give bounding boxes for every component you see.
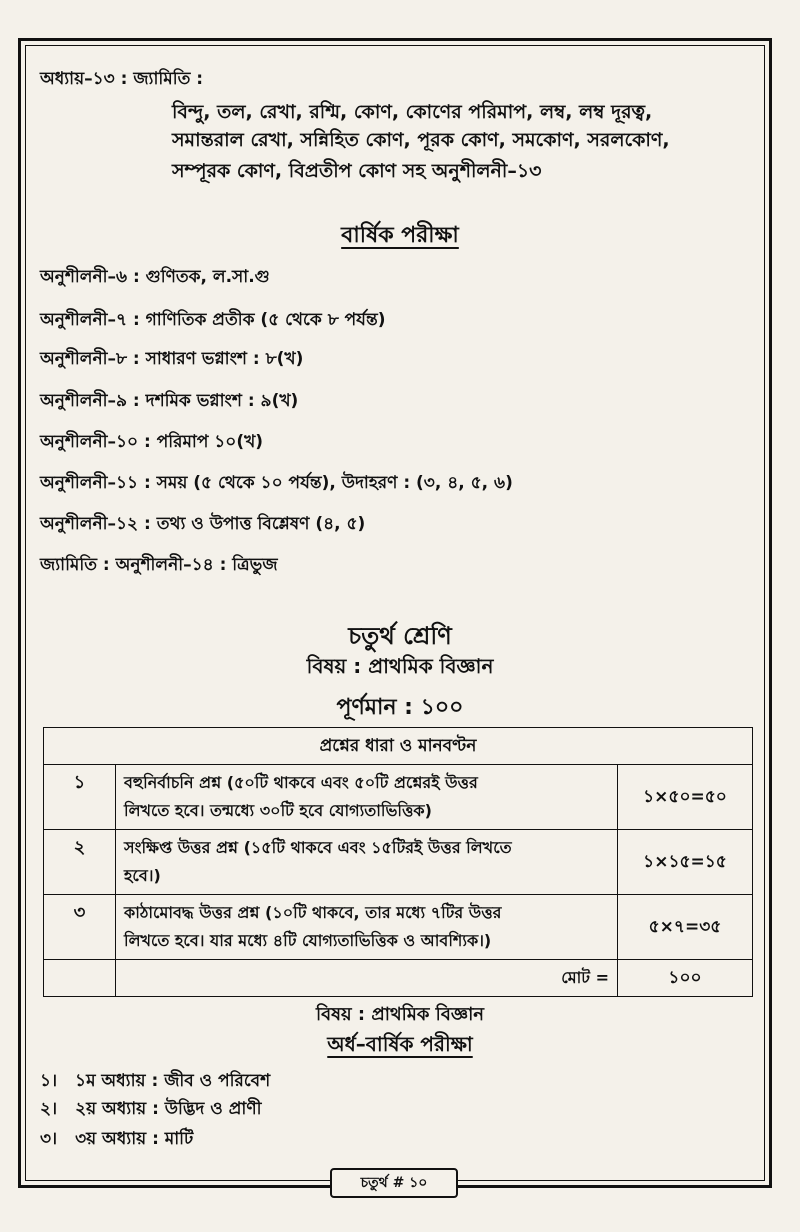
table-total-row <box>44 960 753 997</box>
table-row <box>44 765 753 830</box>
annual-item: অনুশীলনী–৬ : গুণিতক, ল.সা.গু <box>40 267 270 287</box>
row-description <box>116 895 618 960</box>
chapter13-line-3: সম্পূরক কোণ, বিপ্রতীপ কোণ সহ অনুশীলনী–১৩ <box>172 160 542 182</box>
half-yearly-title: অর্ধ–বার্ষিক পরীক্ষা <box>327 1032 473 1056</box>
list-item-number: ২। <box>40 1099 58 1119</box>
row-description-line: কাঠামোবদ্ধ উত্তর প্রশ্ন (১০টি থাকবে, তার মধ্যে ৭টির উত্তর <box>124 903 502 922</box>
annual-item: অনুশীলনী–৯ : দশমিক ভগ্নাংশ : ৯(খ) <box>40 391 299 411</box>
page-number-footer: চতুর্থ # ১০ <box>330 1168 458 1198</box>
row-marks: ৫×৭=৩৫ <box>618 895 753 960</box>
list-item <box>40 1126 193 1154</box>
annual-item: অনুশীলনী–১২ : তথ্য ও উপাত্ত বিশ্লেষণ (৪, ৫) <box>40 514 366 534</box>
row-description-line: হবে।) <box>124 866 161 885</box>
annual-item: জ্যামিতি : অনুশীলনী–১৪ : ত্রিভুজ <box>40 555 278 575</box>
table-header-row <box>44 728 753 765</box>
grade-title: চতুর্থ শ্রেণি <box>348 622 452 650</box>
row-description <box>116 830 618 895</box>
row-number: ২ <box>44 830 116 895</box>
full-marks: পূর্ণমান : ১০০ <box>336 695 464 720</box>
total-value: ১০০ <box>618 960 753 997</box>
total-empty-cell <box>44 960 116 997</box>
marks-distribution-table <box>43 727 753 997</box>
list-item-number: ১। <box>40 1071 58 1091</box>
annual-item: অনুশীলনী–১১ : সময় (৫ থেকে ১০ পর্যন্ত), উদাহরণ : (৩, ৪, ৫, ৬) <box>40 473 513 493</box>
chapter13-line-2: সমান্তরাল রেখা, সন্নিহিত কোণ, পূরক কোণ, সমকোণ, সরলকোণ, <box>172 129 670 151</box>
half-yearly-subject: বিষয় : প্রাথমিক বিজ্ঞান <box>315 1004 485 1025</box>
row-marks: ১×৫০=৫০ <box>618 765 753 830</box>
list-item-text: ১ম অধ্যায় : জীব ও পরিবেশ <box>75 1071 271 1091</box>
row-marks: ১×১৫=১৫ <box>618 830 753 895</box>
table-header: প্রশ্নের ধারা ও মানবণ্টন <box>44 728 753 765</box>
table-row <box>44 830 753 895</box>
row-description <box>116 765 618 830</box>
row-description-line: বহুনির্বাচনি প্রশ্ন (৫০টি থাকবে এবং ৫০টি প্রশ্নেরই উত্তর <box>124 773 478 792</box>
annual-exam-title: বার্ষিক পরীক্ষা <box>341 223 459 248</box>
row-description-line: সংক্ষিপ্ত উত্তর প্রশ্ন (১৫টি থাকবে এবং ১৫টিরই উত্তর লিখতে <box>124 838 512 857</box>
total-label: মোট = <box>116 960 618 997</box>
row-number: ৩ <box>44 895 116 960</box>
annual-item: অনুশীলনী–১০ : পরিমাপ ১০(খ) <box>40 432 264 452</box>
list-item-number: ৩। <box>40 1129 58 1149</box>
table-row <box>44 895 753 960</box>
annual-item: অনুশীলনী–৮ : সাধারণ ভগ্নাংশ : ৮(খ) <box>40 349 304 369</box>
row-number: ১ <box>44 765 116 830</box>
list-item-text: ২য় অধ্যায় : উদ্ভিদ ও প্রাণী <box>75 1099 262 1119</box>
row-description-line: লিখতে হবে। যার মধ্যে ৪টি যোগ্যতাভিত্তিক ও আবশ্যিক।) <box>124 931 492 950</box>
chapter13-line-1: বিন্দু, তল, রেখা, রশ্মি, কোণ, কোণের পরিমাপ, লম্ব, লম্ব দূরত্ব, <box>172 101 653 123</box>
list-item <box>40 1096 261 1124</box>
list-item-text: ৩য় অধ্যায় : মাটি <box>75 1129 194 1149</box>
chapter13-heading: অধ্যায়–১৩ : জ্যামিতি : <box>40 69 204 89</box>
annual-item: অনুশীলনী–৭ : গাণিতিক প্রতীক (৫ থেকে ৮ পর্যন্ত) <box>40 310 386 330</box>
list-item <box>40 1068 270 1096</box>
row-description-line: লিখতে হবে। তন্মধ্যে ৩০টি হবে যোগ্যতাভিত্তিক) <box>124 801 432 820</box>
subject-title: বিষয় : প্রাথমিক বিজ্ঞান <box>306 654 494 678</box>
